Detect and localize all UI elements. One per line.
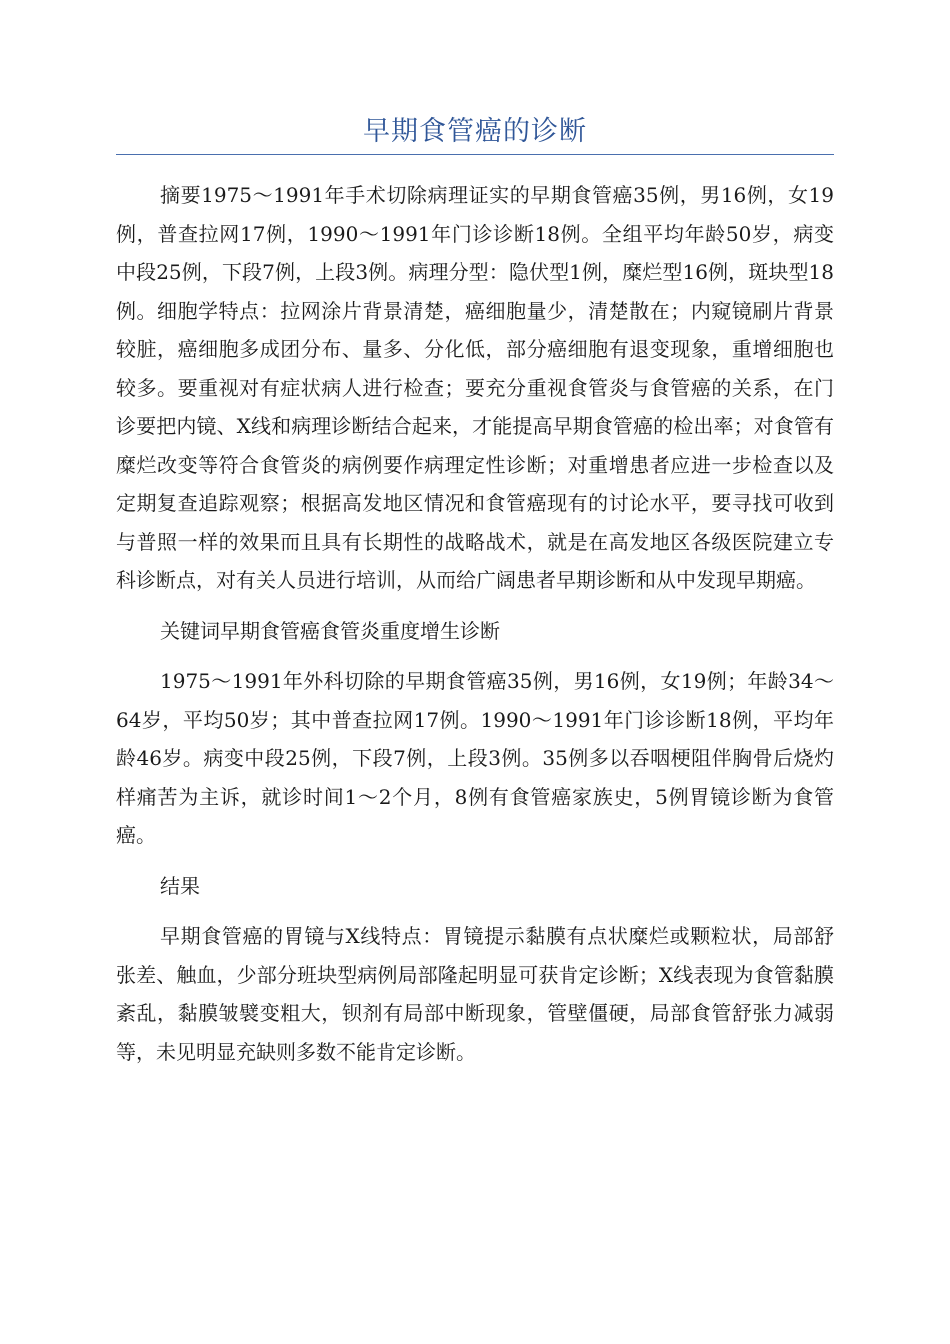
document-body — [116, 176, 834, 1071]
results-paragraph: 早期食管癌的胃镜与X线特点：胃镜提示黏膜有点状糜烂或颗粒状，局部舒张差、触血，少部分班块型病例局部隆起明显可获肯定诊断；X线表现为食管黏膜紊乱，黏膜皱襞变粗大，钡剂有局部中断现象，管壁僵硬，局部食管舒张力减弱等，未见明显充缺则多数不能肯定诊断。 — [116, 924, 834, 1064]
document-title: 早期食管癌的诊断 — [363, 116, 587, 147]
abstract-paragraph: 摘要1975～1991年手术切除病理证实的早期食管癌35例，男16例，女19例，普查拉网17例，1990～1991年门诊诊断18例。全组平均年龄50岁，病变中段25例，下段7例，上段3例。病理分型：隐伏型1例，糜烂型16例，斑块型18例。细胞学特点：拉网涂片背景清楚，癌细胞量少，清楚散在；内窥镜刷片背景较脏，癌细胞多成团分布、量多、分化低，部分癌细胞有退变现象，重增细胞也较多。要重视对有症状病人进行检查；要充分重视食管炎与食管癌的关系，在门诊要把内镜、X线和病理诊断结合起来，才能提高早期食管癌的检出率；对食管有糜烂改变等符合食管炎的病例要作病理定性诊断；对重增患者应进一步检查以及定期复查追踪观察；根据高发地区情况和食管癌现有的讨论水平，要寻找可收到与普照一样的效果而且具有长期性的战略战术，就是在高发地区各级医院建立专科诊断点，对有关人员进行培训，从而给广阔患者早期诊断和从中发现早期癌。 — [116, 183, 834, 592]
title-underline — [116, 154, 834, 155]
keywords-paragraph: 关键词早期食管癌食管炎重度增生诊断 — [160, 618, 500, 643]
cases-paragraph: 1975～1991年外科切除的早期食管癌35例，男16例，女19例；年龄34～64岁，平均50岁；其中普查拉网17例。1990～1991年门诊诊断18例，平均年龄46岁。病变中段25例，下段7例，上段3例。35例多以吞咽梗阻伴胸骨后烧灼样痛苦为主诉，就诊时间1～2个月，8例有食管癌家族史，5例胃镜诊断为食管癌。 — [116, 669, 834, 847]
results-heading: 结果 — [160, 873, 200, 898]
